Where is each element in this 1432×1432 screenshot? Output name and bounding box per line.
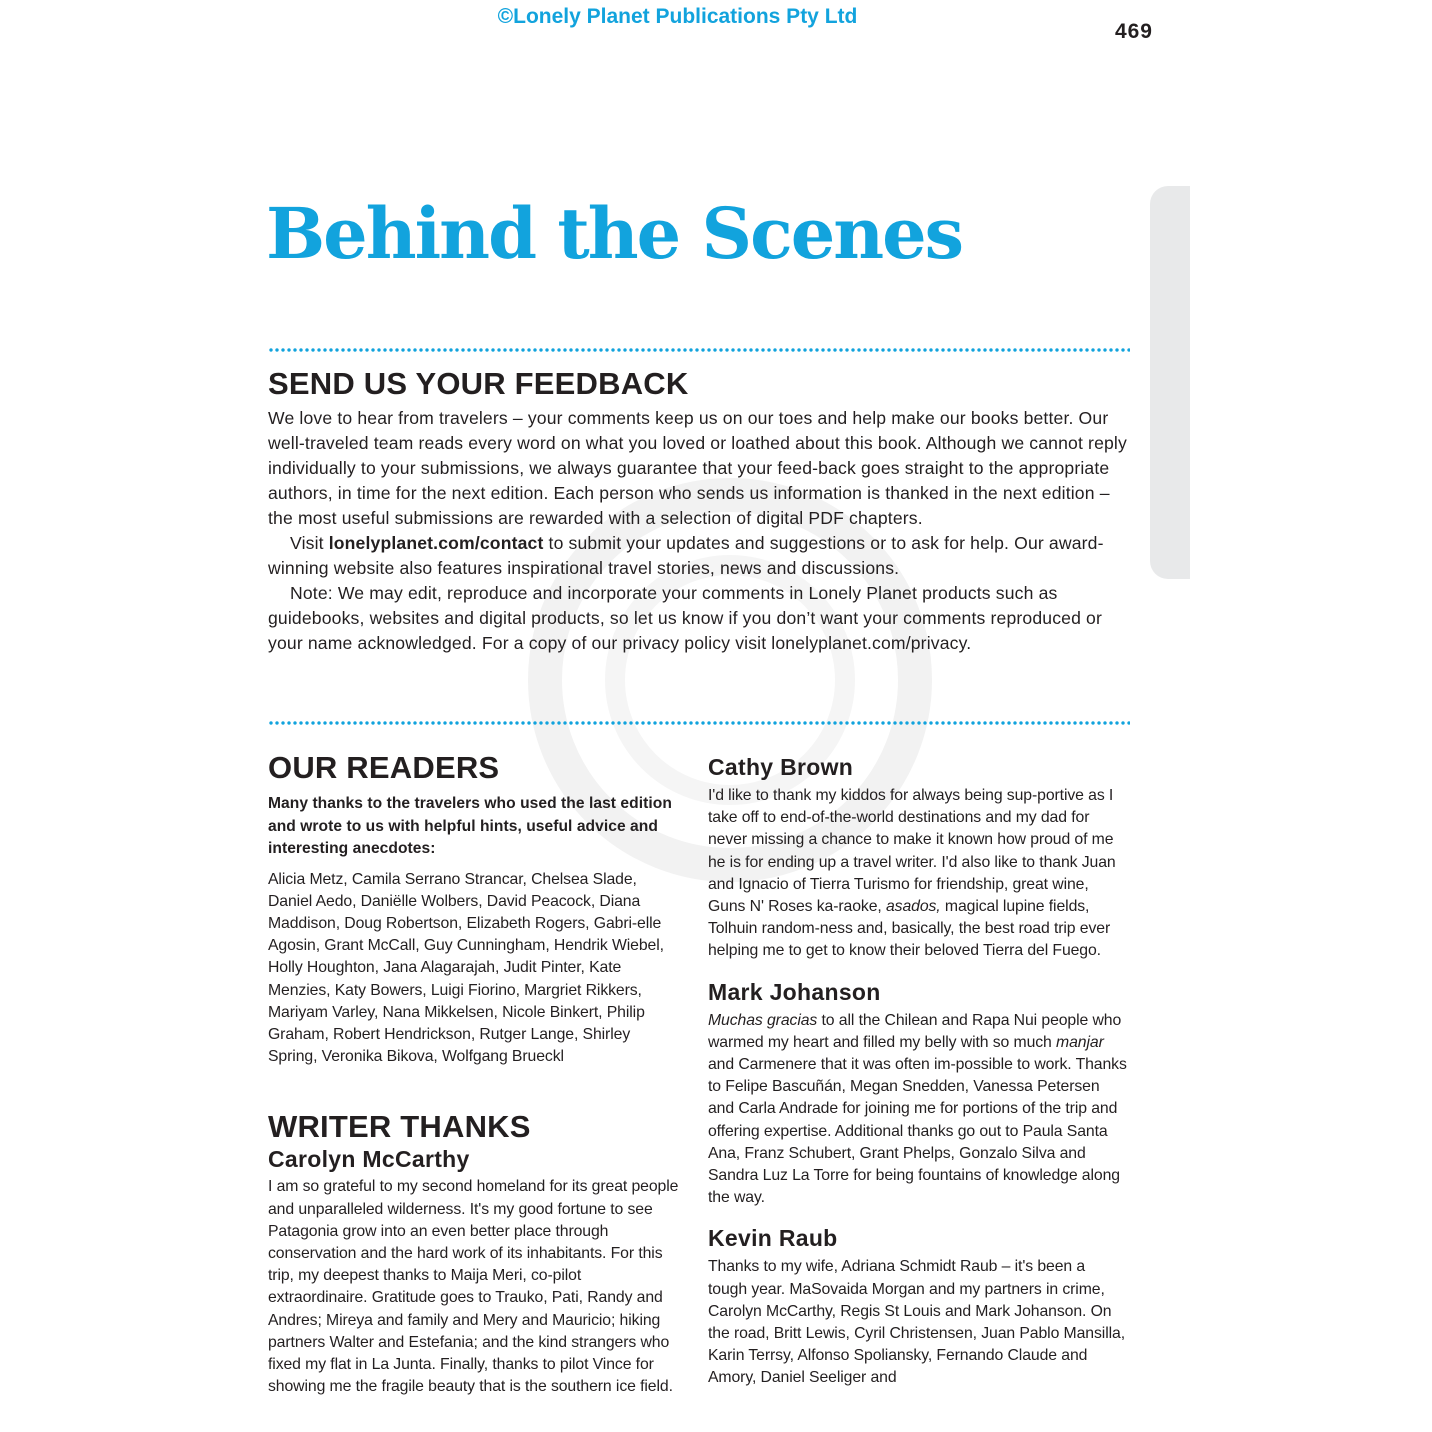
contact-link[interactable]: lonelyplanet.com/contact [328, 533, 544, 553]
contact-suffix: to submit your updates and suggestions or to ask for help. Our award-winning website also features inspirational travel stories, news and discussions. [268, 533, 1104, 578]
right-column [708, 752, 1128, 1404]
writer-block-mark [708, 977, 1128, 1210]
mark-text-part: to all the Chilean and Rapa Nui people who warmed my heart and filled my belly with so much [708, 1011, 1122, 1051]
writer-text-kevin: Thanks to my wife, Adriana Schmidt Raub – it's been a tough year. MaSovaida Morgan and my partners in crime, Carolyn McCarthy, Regis St Louis and Mark Johanson. On the road, Britt Lewis, Cyril Christensen, Juan Pablo Mansilla, Karin Terrsy, Alfonso Spoliansky, Fernando Claude and Amory, Daniel Seeliger and [708, 1258, 1125, 1387]
writer-block-cathy [708, 752, 1128, 963]
dotted-divider-top [268, 348, 1130, 352]
copyright-notice: ©Lonely Planet Publications Pty Ltd [497, 5, 858, 28]
page-title: Behind the Scenes [266, 192, 963, 275]
feedback-paragraph: We love to hear from travelers – your comments keep us on our toes and help make our books better. Our well-traveled team reads every word on what you loved or loathed about this book. Although we cannot reply individually to your submissions, we always guarantee that your feed-back goes straight to the appropriate authors, in time for the next edition. Each person who sends us information is thanked in the next edition – the most useful submissions are rewarded with a selection of digital PDF chapters. [268, 408, 1127, 528]
writer-text-mark [708, 1010, 1128, 1210]
writer-block-kevin [708, 1223, 1128, 1389]
writer-text-cathy [708, 785, 1128, 963]
feedback-heading: SEND US YOUR FEEDBACK [268, 366, 689, 401]
page-number: 469 [1114, 20, 1153, 43]
writer-name-cathy: Cathy Brown [708, 754, 854, 780]
writer-name-kevin: Kevin Raub [708, 1225, 838, 1252]
feedback-contact-paragraph [268, 531, 1130, 581]
cathy-text-part: magical lupine fields, Tolhuin random-ness and, basically, the best road trip ever helping me to get to know their beloved Tierra del Fuego. [708, 898, 1111, 960]
cathy-text-italic: asados, [885, 898, 941, 916]
mark-text-part: and Carmenere that it was often im-possible to work. Thanks to Felipe Bascuñán, Megan Snedden, Vanessa Petersen and Carla Andrade for joining me for portions of the trip and offering expertise. Additional thanks go out to Paula Santa Ana, Franz Schubert, Grant Phelps, Gonzalo Silva and Sandra Luz La Torre for being fountains of knowledge along the way. [708, 1056, 1127, 1207]
contact-prefix: Visit [290, 533, 329, 553]
readers-intro: Many thanks to the travelers who used the last edition and wrote to us with helpful hints, useful advice and interesting anecdotes: [268, 795, 672, 857]
writer-thanks-heading: WRITER THANKS [268, 1109, 531, 1145]
cathy-text-part: I'd like to thank my kiddos for always being sup-portive as I take off to end-of-the-world destinations and my dad for never missing a chance to make it known how proud of me he is for ending up a travel writer. I'd also like to thank Juan and Ignacio of Tierra Turismo for friendship, great wine, Guns N' Roses ka-raoke, [708, 787, 1116, 916]
readers-heading: OUR READERS [268, 750, 500, 785]
mark-text-italic: manjar [1056, 1033, 1104, 1051]
feedback-note-paragraph: Note: We may edit, reproduce and incorporate your comments in Lonely Planet products such as guidebooks, websites and digital products, so let us know if you don’t want your comments reproduced or your name acknowledged. For a copy of our privacy policy visit lonelyplanet.com/privacy. [268, 583, 1103, 653]
left-column [268, 750, 682, 1398]
dotted-divider-bottom [268, 721, 1130, 725]
writer-thanks-block [268, 1110, 682, 1398]
feedback-section [268, 366, 1130, 656]
writer-name-mark: Mark Johanson [708, 978, 881, 1005]
readers-names: Alicia Metz, Camila Serrano Strancar, Chelsea Slade, Daniel Aedo, Daniëlle Wolbers, David Peacock, Diana Maddison, Doug Robertson, Elizabeth Rogers, Gabri-elle Agosin, Grant McCall, Guy Cunningham, Hendrik Wiebel, Holly Houghton, Jana Alagarajah, Judit Pinter, Kate Menzies, Katy Bowers, Luigi Fiorino, Margriet Rikkers, Mariyam Varley, Nana Mikkelsen, Nicole Binkert, Philip Graham, Robert Hendrickson, Rutger Lange, Shirley Spring, Veronika Bikova, Wolfgang Brueckl [268, 870, 664, 1066]
mark-text-italic: Muchas gracias [708, 1011, 818, 1029]
writer-name-carolyn: Carolyn McCarthy [268, 1146, 470, 1173]
writer-text-carolyn: I am so grateful to my second homeland for its great people and unparalleled wilderness. It's my good fortune to see Patagonia grow into an even better place through conservation and the hard work of its inhabitants. For this trip, my deepest thanks to Maija Meri, co-pilot extraordinaire. Gratitude goes to Trauko, Pati, Randy and Andres; Mireya and family and Mery and Mauricio; hiking partners Walter and Estefania; and the kind strangers who fixed my flat in La Junta. Finally, thanks to pilot Vince for showing me the fragile beauty that is the southern ice field. [268, 1178, 679, 1396]
chapter-thumb-tab [1150, 186, 1190, 579]
